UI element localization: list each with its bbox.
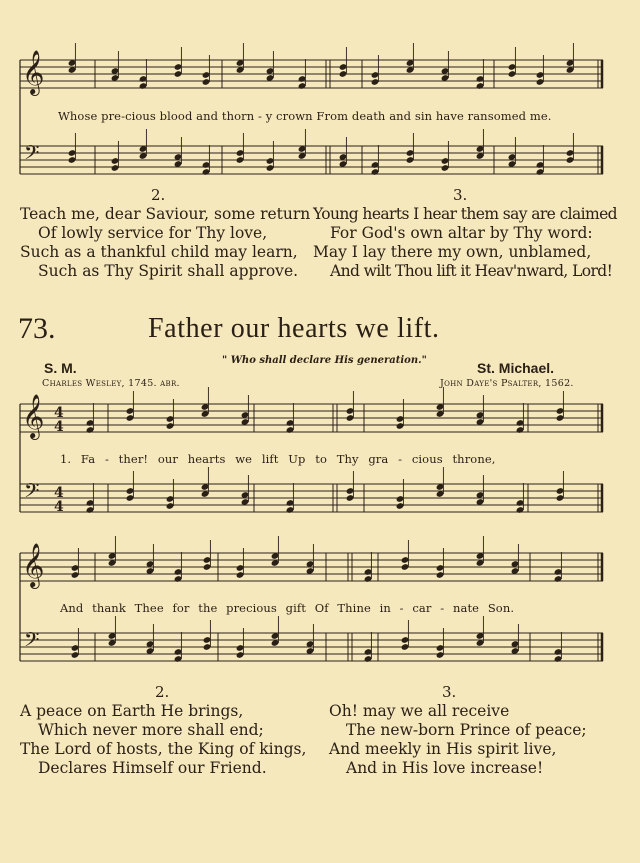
hymn-meter: S. M. xyxy=(44,360,77,376)
hymn73-verse2-line3: The Lord of hosts, the King of kings, xyxy=(20,740,307,758)
top-verse3-line3: May I lay there my own, unblamed, xyxy=(313,243,592,261)
hymn73-system1-time-bass-top: 4 xyxy=(54,485,64,501)
hymn73-system2-treble-clef: 𝄞 xyxy=(22,543,45,587)
hymn73-verse3-line3: And meekly in His spirit live, xyxy=(329,740,557,758)
hymn-author: Charles Wesley, 1745. abr. xyxy=(42,378,180,389)
top-verse2-line4: Such as Thy Spirit shall approve. xyxy=(38,262,299,280)
top-verse3-line2: For God's own altar by Thy word: xyxy=(330,224,593,242)
hymn-source: John Daye's Psalter, 1562. xyxy=(440,378,574,389)
hymn73-lyrics-line2: And thank Thee for the precious gift Of Thine in - car - nate Son. xyxy=(60,601,515,615)
hymn73-verse3-line2: The new-born Prince of peace; xyxy=(346,721,587,739)
top-verse-number-3: 3. xyxy=(453,186,468,204)
hymn73-system1-time-bass-bottom: 4 xyxy=(54,499,64,515)
hymn73-system2-bass-clef: 𝄢 xyxy=(24,628,40,656)
hymn-tune: St. Michael. xyxy=(477,360,555,376)
hymn73-verse2-line4: Declares Himself our Friend. xyxy=(38,759,267,777)
hymn73-lyrics-line1: 1. Fa - ther! our hearts we lift Up to Thy gra - cious throne, xyxy=(60,452,496,466)
hymn-epigraph: " Who shall declare His generation." xyxy=(222,355,427,366)
hymn73-verse-number-2: 2. xyxy=(155,683,170,701)
hymn73-system1-time-treble-bottom: 4 xyxy=(54,419,64,435)
hymn73-system1-bass-clef: 𝄢 xyxy=(24,479,40,507)
top-verse-number-2: 2. xyxy=(151,186,166,204)
hymn73-verse2-line1: A peace on Earth He brings, xyxy=(20,702,244,720)
hymn-number: 73. xyxy=(18,312,56,345)
hymn73-verse3-line4: And in His love increase! xyxy=(346,759,544,777)
hymn73-verse2-line2: Which never more shall end; xyxy=(38,721,264,739)
top-system-bass-clef: 𝄢 xyxy=(24,141,40,169)
hymn73-verse3-line1: Oh! may we all receive xyxy=(329,702,510,720)
hymn73-system1-treble-clef: 𝄞 xyxy=(22,394,45,438)
hymn73-system1-time-treble-top: 4 xyxy=(54,405,64,421)
top-verse2-line2: Of lowly service for Thy love, xyxy=(38,224,268,242)
hymn-title: Father our hearts we lift. xyxy=(148,313,440,344)
top-verse2-line1: Teach me, dear Saviour, some return xyxy=(20,205,311,223)
top-verse3-line4: And wilt Thou lift it Heav'nward, Lord! xyxy=(330,262,613,280)
top-verse2-line3: Such as a thankful child may learn, xyxy=(20,243,298,261)
hymn73-verse-number-3: 3. xyxy=(442,683,457,701)
top-lyrics-line: Whose pre-cious blood and thorn - y crown From death and sin have ransomed me. xyxy=(58,109,552,123)
top-verse3-line1: Young hearts I hear them say are claimed xyxy=(313,205,617,223)
top-system-treble-clef: 𝄞 xyxy=(22,50,45,94)
